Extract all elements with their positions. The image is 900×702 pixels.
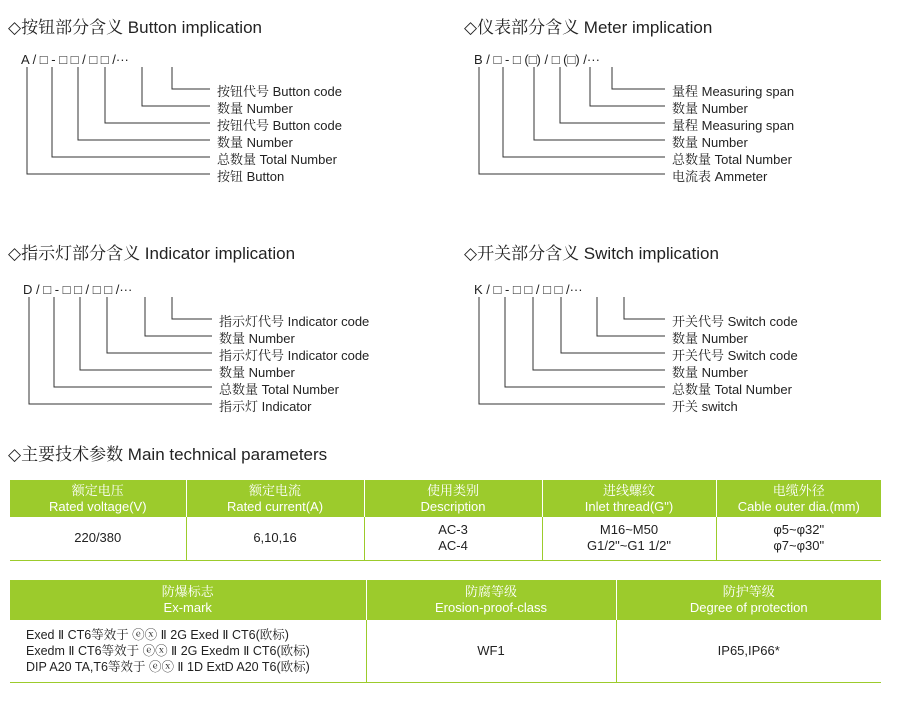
button-label-4: 数量 Number [217,135,293,150]
indicator-section-title: ◇指示灯部分含义 Indicator implication [8,244,296,263]
indicator-label-2: 数量 Number [219,331,295,346]
button-code-pattern: A / □ - □ □ / □ □ /··· [21,52,129,67]
cell-erosion: WF1 [366,620,616,682]
button-label-6: 按钮 Button [217,169,285,184]
switch-label-2: 数量 Number [672,331,748,346]
button-label-1: 按钮代号 Button code [217,84,342,99]
switch-line-6 [479,297,665,404]
protection-params-table [10,580,881,683]
switch-label-1: 开关代号 Switch code [672,314,798,329]
table1-header-row [10,480,881,517]
main-params-title: ◇主要技术参数 Main technical parameters [8,445,328,464]
header-description: 使用类别 Description [364,480,542,517]
indicator-label-5: 总数量 Total Number [219,382,339,397]
button-label-2: 数量 Number [217,101,293,116]
cell-cable: φ5~φ32" φ7~φ30" [716,517,881,560]
cell-current: 6,10,16 [186,517,364,560]
switch-label-5: 总数量 Total Number [672,382,792,397]
switch-label-6: 开关 switch [672,399,738,414]
meter-label-2: 数量 Number [672,101,748,116]
indicator-label-4: 数量 Number [219,365,295,380]
meter-section-title: ◇仪表部分含义 Meter implication [464,18,713,37]
switch-line-5 [505,297,665,387]
switch-label-3: 开关代号 Switch code [672,348,798,363]
switch-code-pattern: K / □ - □ □ / □ □ /··· [474,282,583,297]
cell-ex-mark [10,620,366,682]
button-label-5: 总数量 Total Number [217,152,337,167]
header-ex-mark: 防爆标志 Ex-mark [10,580,366,620]
electrical-params-table [10,480,881,561]
button-label-3: 按钮代号 Button code [217,118,342,133]
ex-mark-line-1: Exed Ⅱ CT6等效于 ⓔⓧ Ⅱ 2G Exed Ⅱ CT6(欧标) [26,627,289,642]
cell-thread: M16~M50 G1/2"~G1 1/2" [542,517,716,560]
header-protection-degree: 防护等级 Degree of protection [616,580,881,620]
switch-line-1 [624,297,665,319]
meter-label-4: 数量 Number [672,135,748,150]
indicator-label-6: 指示灯 Indicator [219,399,312,414]
switch-line-3 [561,297,665,353]
meter-label-1: 量程 Measuring span [672,84,795,99]
header-inlet-thread: 进线螺纹 Inlet thread(G") [542,480,716,517]
table2-data-row [10,620,881,682]
indicator-label-1: 指示灯代号 Indicator code [219,314,370,329]
meter-label-5: 总数量 Total Number [672,152,792,167]
indicator-label-3: 指示灯代号 Indicator code [219,348,370,363]
cell-voltage: 220/380 [10,517,186,560]
meter-label-6: 电流表 Ammeter [672,169,768,184]
switch-line-2 [597,297,665,336]
cell-protection: IP65,IP66* [616,620,881,682]
header-rated-current: 额定电流 Rated current(A) [186,480,364,517]
header-erosion-proof: 防腐等级 Erosion-proof-class [366,580,616,620]
switch-section-title: ◇开关部分含义 Switch implication [464,244,719,263]
indicator-code-pattern: D / □ - □ □ / □ □ /··· [23,282,133,297]
button-section-title: ◇按钮部分含义 Button implication [8,18,262,37]
cell-description: AC-3 AC-4 [364,517,542,560]
header-cable-dia: 电缆外径 Cable outer dia.(mm) [716,480,881,517]
table1-data-row [10,517,881,560]
table2-header-row [10,580,881,620]
header-rated-voltage: 额定电压 Rated voltage(V) [10,480,186,517]
switch-label-4: 数量 Number [672,365,748,380]
meter-code-pattern: B / □ - □ (□) / □ (□) /··· [474,52,600,67]
ex-mark-line-2: Exedm Ⅱ CT6等效于 ⓔⓧ Ⅱ 2G Exedm Ⅱ CT6(欧标) [26,643,310,658]
meter-label-3: 量程 Measuring span [672,118,795,133]
switch-line-4 [533,297,665,370]
ex-mark-line-3: DIP A20 TA,T6等效于 ⓔⓧ Ⅱ 1D ExtD A20 T6(欧标) [26,659,310,674]
